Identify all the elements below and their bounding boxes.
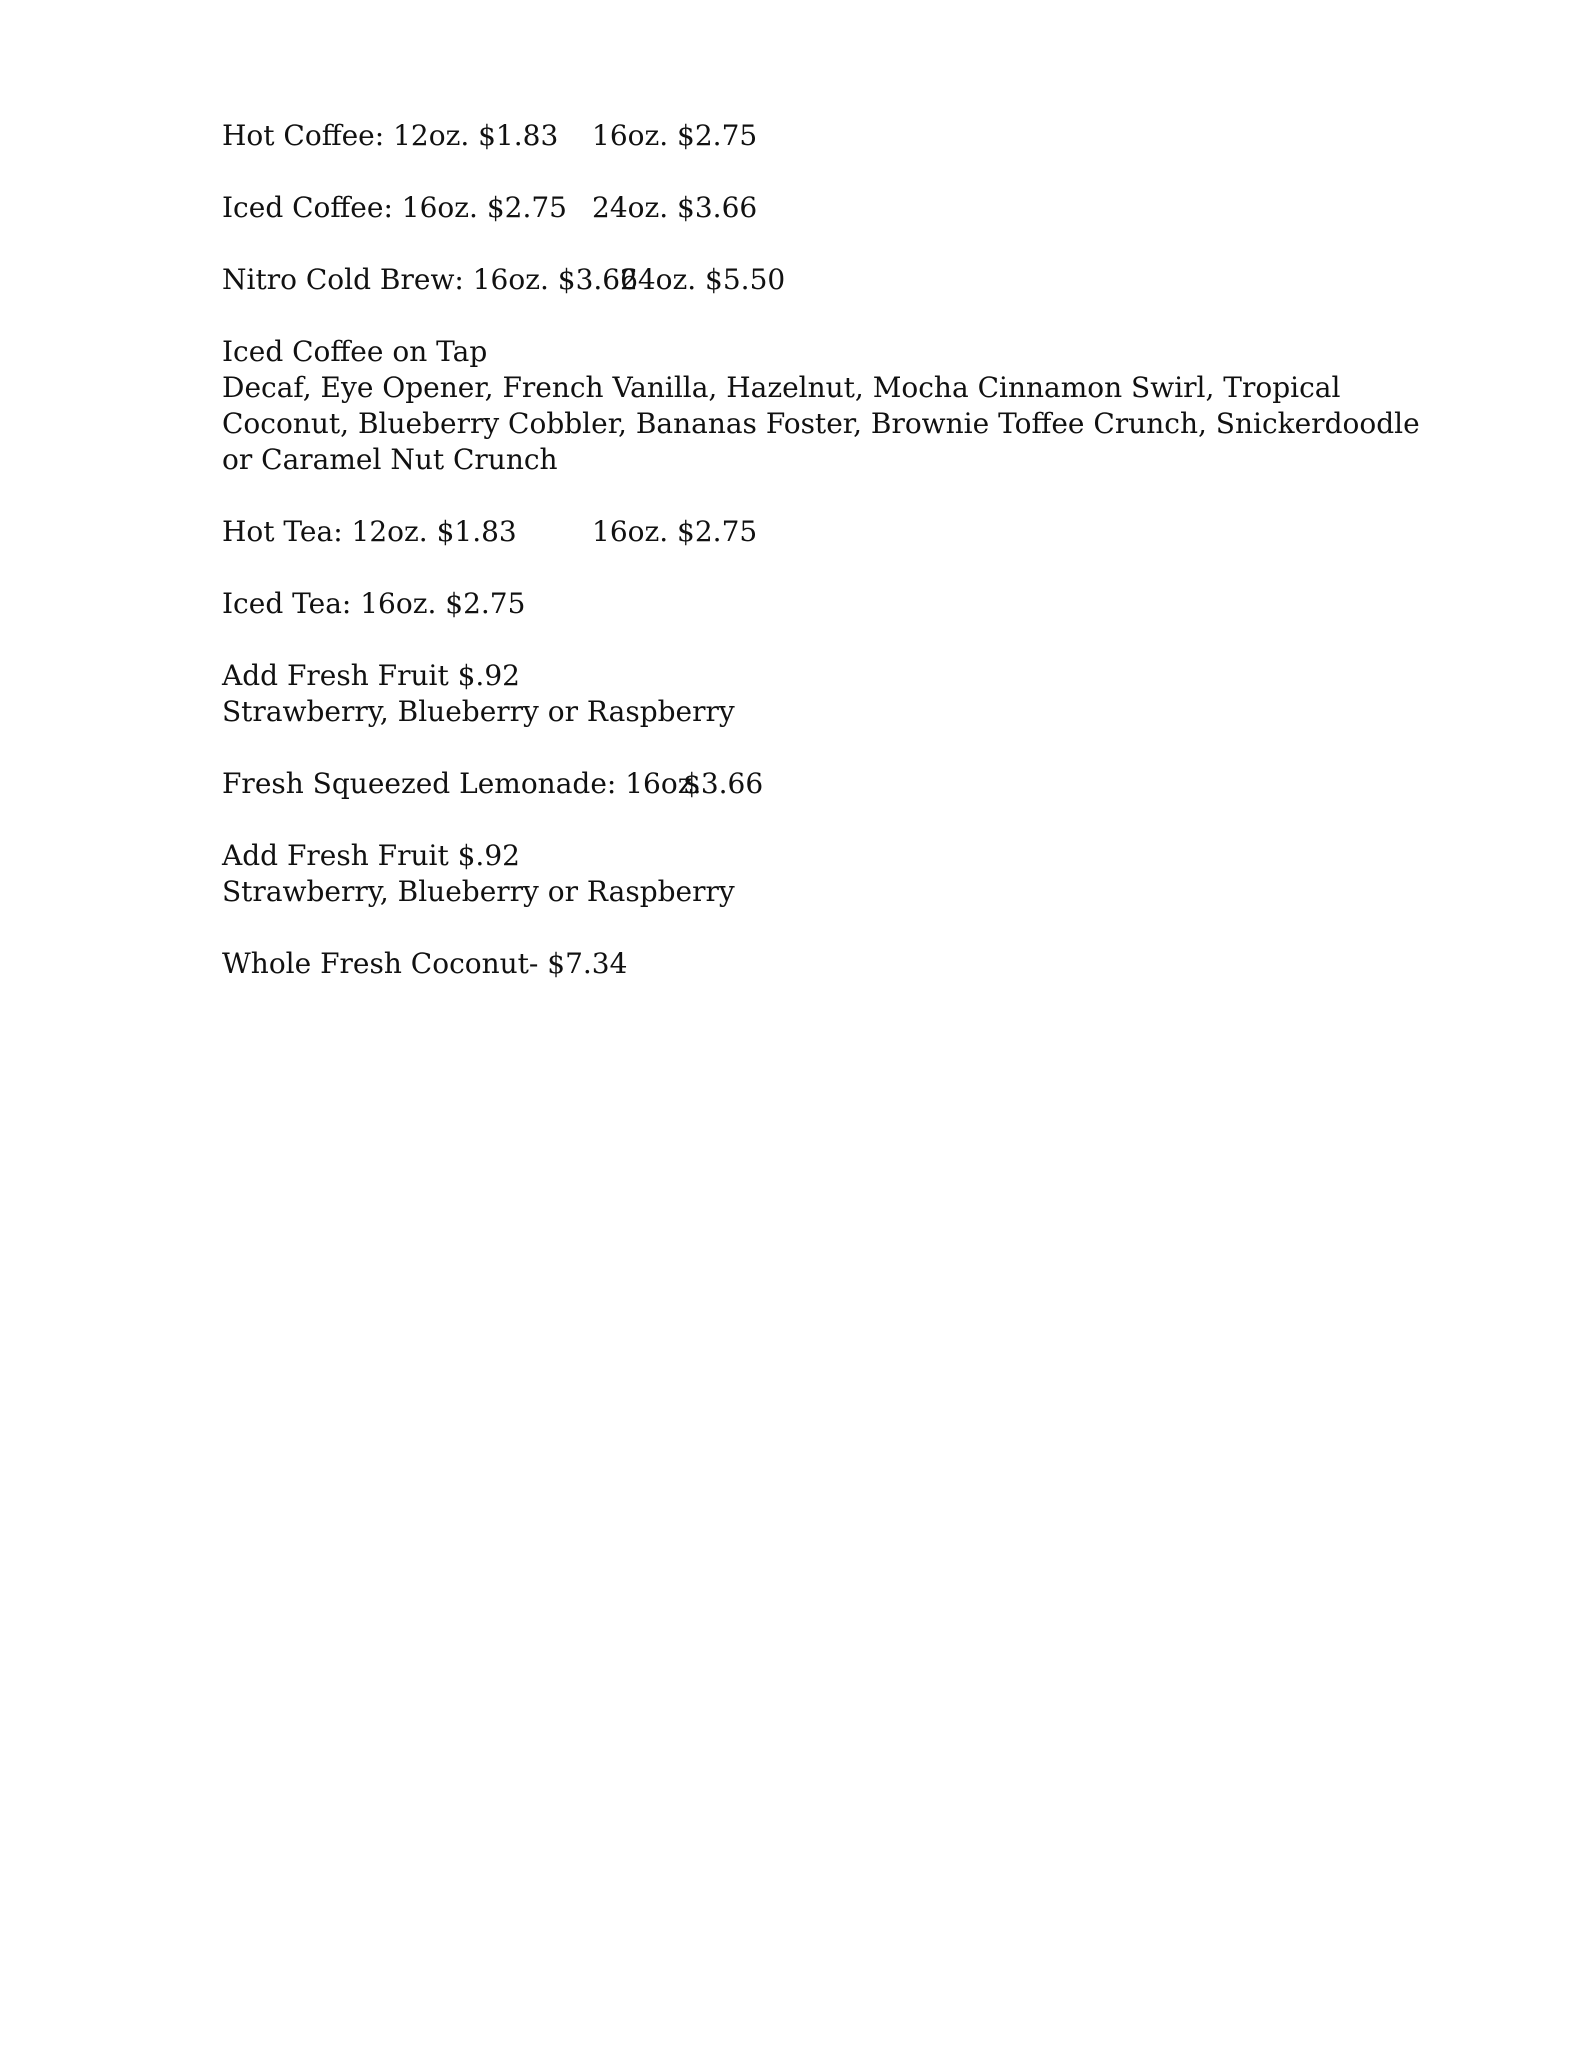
hot-coffee-line — [222, 118, 1422, 154]
coconut-label: Whole Fresh Coconut- $7.34 — [222, 947, 628, 980]
tea-fruit-addon-label: Add Fresh Fruit $.92 — [222, 659, 520, 692]
hot-tea-line — [222, 514, 1422, 550]
iced-coffee-on-tap-title: Iced Coffee on Tap — [222, 335, 488, 368]
iced-coffee-line — [222, 190, 1422, 226]
nitro-cold-brew-line — [222, 262, 1422, 298]
hot-coffee-item — [222, 118, 1422, 154]
nitro-cold-brew-large-price: 24oz. $5.50 — [620, 263, 786, 296]
hot-coffee-label: Hot Coffee: 12oz. $1.83 — [222, 119, 559, 152]
iced-coffee-large-price: 24oz. $3.66 — [592, 191, 758, 224]
lemonade-line — [222, 766, 1422, 802]
coconut-item — [222, 946, 1422, 982]
iced-tea-label: Iced Tea: 16oz. $2.75 — [222, 587, 526, 620]
lemonade-label: Fresh Squeezed Lemonade: 16oz. — [222, 767, 702, 800]
tea-fruit-addon-options: Strawberry, Blueberry or Raspberry — [222, 695, 735, 728]
hot-tea-label: Hot Tea: 12oz. $1.83 — [222, 515, 517, 548]
nitro-cold-brew-label: Nitro Cold Brew: 16oz. $3.66 — [222, 263, 638, 296]
iced-coffee-label: Iced Coffee: 16oz. $2.75 — [222, 191, 567, 224]
lemonade-item — [222, 766, 1422, 802]
lemonade-fruit-addon-label: Add Fresh Fruit $.92 — [222, 839, 520, 872]
lemonade-price: $3.66 — [683, 767, 764, 800]
hot-tea-item — [222, 514, 1422, 550]
hot-tea-large-price: 16oz. $2.75 — [592, 515, 758, 548]
hot-coffee-large-price: 16oz. $2.75 — [592, 119, 758, 152]
lemonade-fruit-addon — [222, 838, 1422, 910]
iced-coffee-item — [222, 190, 1422, 226]
iced-coffee-on-tap-item — [222, 334, 1422, 478]
lemonade-fruit-addon-options: Strawberry, Blueberry or Raspberry — [222, 875, 735, 908]
drink-menu — [222, 118, 1422, 1018]
nitro-cold-brew-item — [222, 262, 1422, 298]
iced-coffee-on-tap-flavors: Decaf, Eye Opener, French Vanilla, Hazelnut, Mocha Cinnamon Swirl, Tropical Coconut, Blueberry Cobbler, Bananas Foster, Brownie Toffee Crunch, Snickerdoodle or Caramel Nut Crunch — [222, 371, 1420, 476]
iced-tea-item — [222, 586, 1422, 622]
tea-fruit-addon — [222, 658, 1422, 730]
